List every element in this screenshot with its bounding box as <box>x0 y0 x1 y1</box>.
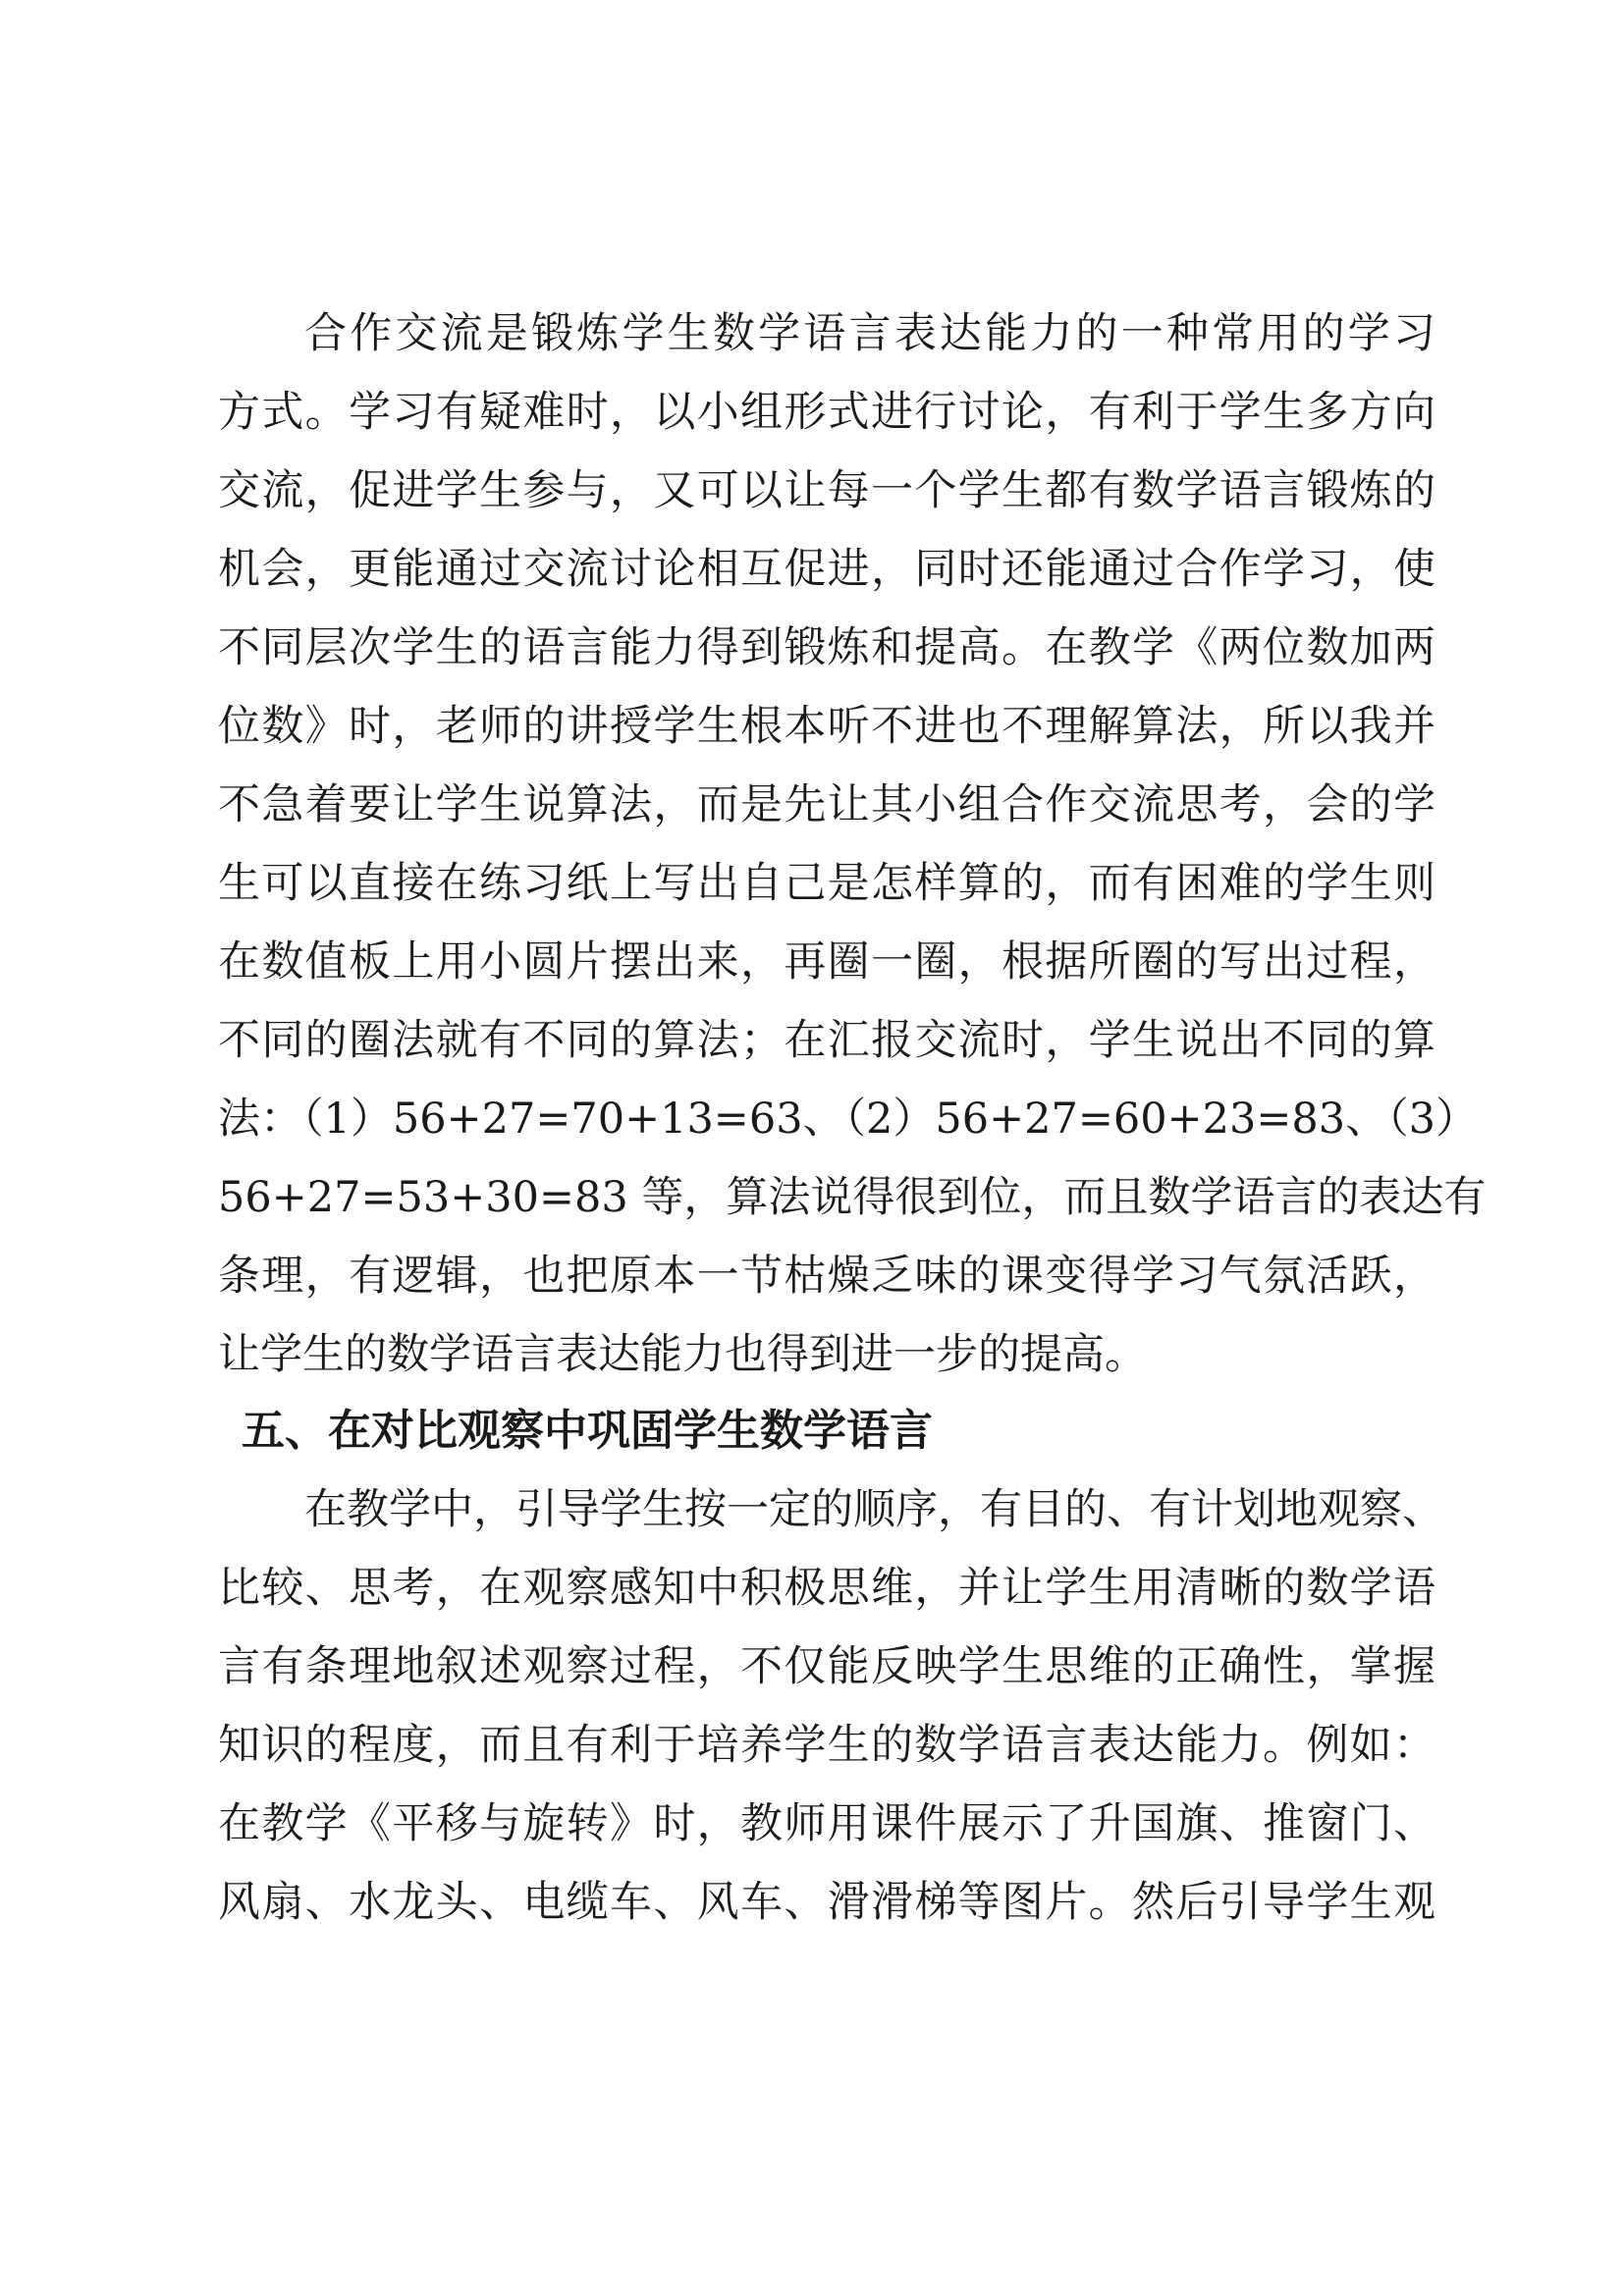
paragraph-2-line-6: 风扇、水龙头、电缆车、风车、滑滑梯等图片。然后引导学生观 <box>218 1878 1435 1927</box>
paragraph-1-line-6: 位数》时，老师的讲授学生根本听不进也不理解算法，所以我并 <box>218 702 1435 751</box>
paragraph-2-line-1: 在教学中，引导学生按一定的顺序，有目的、有计划地观察、 <box>304 1485 1444 1534</box>
paragraph-2-line-3: 言有条理地叙述观察过程，不仅能反映学生思维的正确性，掌握 <box>218 1642 1435 1691</box>
section-heading: 五、在对比观察中巩固学生数学语言 <box>242 1406 933 1456</box>
paragraph-1-line-4: 机会，更能通过交流讨论相互促进，同时还能通过合作学习，使 <box>218 545 1435 594</box>
paragraph-1-line-11: 法：（1）56+27=70+13=63、（2）56+27=60+23=83、（3） <box>218 1095 1478 1144</box>
paragraph-2-line-2: 比较、思考，在观察感知中积极思维，并让学生用清晰的数学语 <box>218 1564 1435 1613</box>
paragraph-1-line-5: 不同层次学生的语言能力得到锻炼和提高。在教学《两位数加两 <box>218 623 1435 672</box>
paragraph-1-line-1: 合作交流是锻炼学生数学语言表达能力的一种常用的学习 <box>304 309 1435 358</box>
paragraph-1-line-8: 生可以直接在练习纸上写出自己是怎样算的，而有困难的学生则 <box>218 859 1435 908</box>
paragraph-1-line-9: 在数值板上用小圆片摆出来，再圈一圈，根据所圈的写出过程， <box>218 937 1435 987</box>
paragraph-1-line-12: 56+27=53+30=83 等，算法说得很到位，而且数学语言的表达有 <box>218 1173 1487 1222</box>
paragraph-2-line-4: 知识的程度，而且有利于培养学生的数学语言表达能力。例如： <box>218 1721 1435 1770</box>
paragraph-1-line-7: 不急着要让学生说算法，而是先让其小组合作交流思考，会的学 <box>218 780 1435 829</box>
paragraph-1-line-3: 交流，促进学生参与，又可以让每一个学生都有数学语言锻炼的 <box>218 466 1435 515</box>
paragraph-1-line-14: 让学生的数学语言表达能力也得到进一步的提高。 <box>218 1330 1147 1379</box>
paragraph-1-line-2: 方式。学习有疑难时，以小组形式进行讨论，有利于学生多方向 <box>218 388 1435 437</box>
paragraph-2-line-5: 在教学《平移与旋转》时，教师用课件展示了升国旗、推窗门、 <box>218 1799 1435 1848</box>
paragraph-1-line-10: 不同的圈法就有不同的算法；在汇报交流时，学生说出不同的算 <box>218 1016 1435 1065</box>
paragraph-1-line-13: 条理，有逻辑，也把原本一节枯燥乏味的课变得学习气氛活跃， <box>218 1252 1435 1301</box>
